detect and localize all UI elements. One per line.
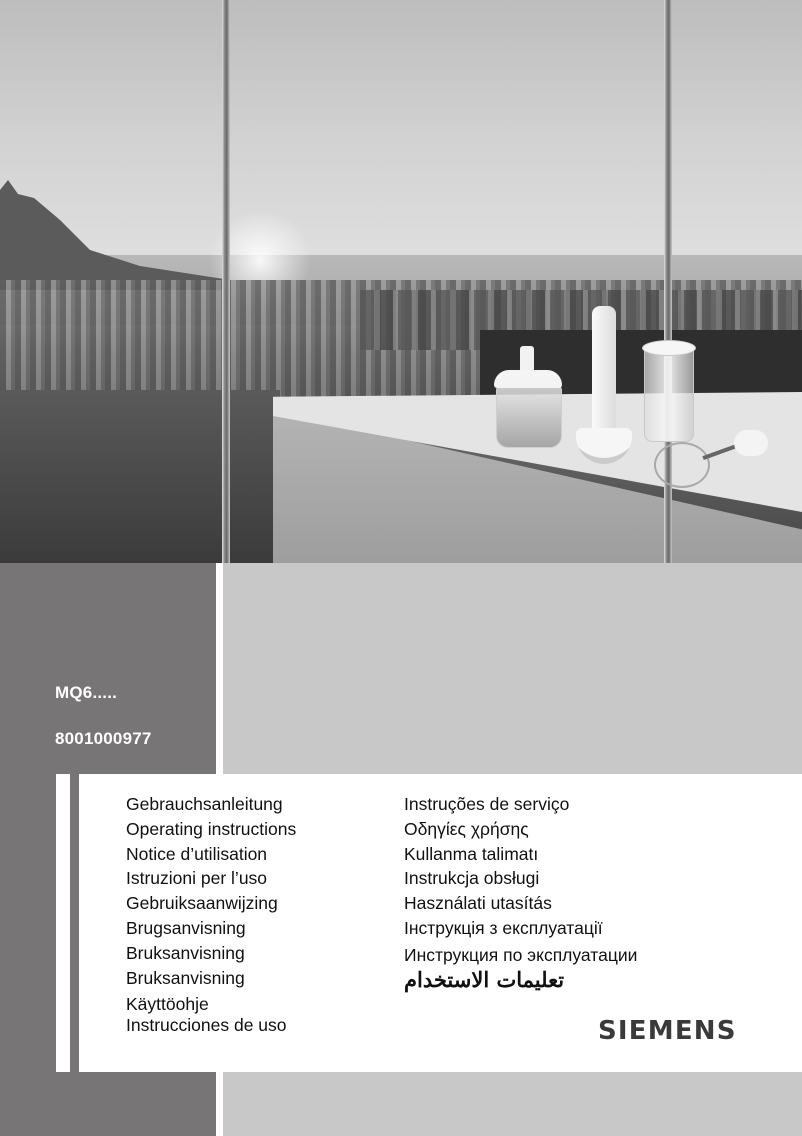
language-list-left xyxy=(126,793,296,1039)
chopper-bowl-image xyxy=(494,346,562,450)
language-item: Instruções de serviço xyxy=(404,794,570,814)
blender-stick-image xyxy=(576,306,632,464)
language-item: Gebrauchsanleitung xyxy=(126,794,283,814)
language-item: Οδηγίες χρήσης xyxy=(404,818,529,839)
language-item-arabic: تعليمات الاستخدام xyxy=(404,966,565,992)
window-frame-post-left xyxy=(222,0,230,563)
language-item: Operating instructions xyxy=(126,818,297,839)
panel-accent-bar xyxy=(56,774,70,1072)
language-item: Gebruiksaanwijzing xyxy=(126,893,278,914)
part-number: 8001000977 xyxy=(55,729,152,748)
siemens-logo: SIEMENS xyxy=(598,1016,737,1046)
model-number: MQ6..... xyxy=(55,683,118,702)
language-list-right xyxy=(404,793,637,999)
language-item: Bruksanvisning xyxy=(126,967,245,988)
language-item: Brugsanvisning xyxy=(126,917,246,938)
language-item: Bruksanvisning xyxy=(126,942,245,963)
language-item: Használati utasítás xyxy=(404,893,552,914)
mountain-silhouette xyxy=(0,180,230,290)
language-item: Käyttöohje xyxy=(126,994,209,1015)
language-item: Инструкция по эксплуатации xyxy=(404,944,638,965)
foreground-hill xyxy=(0,390,280,563)
language-item: Istruzioni per l’uso xyxy=(126,868,268,889)
language-item: Instrucciones de uso xyxy=(126,1015,287,1036)
cover-photo xyxy=(0,0,802,563)
language-item: Instrukcja obsługi xyxy=(404,868,540,889)
language-item: Kullanma talimatı xyxy=(404,843,539,864)
whisk-image xyxy=(654,430,770,486)
measuring-beaker-image xyxy=(642,340,694,440)
language-item: Notice d’utilisation xyxy=(126,843,268,864)
language-item: Інструкція з експлуатації xyxy=(404,917,603,938)
